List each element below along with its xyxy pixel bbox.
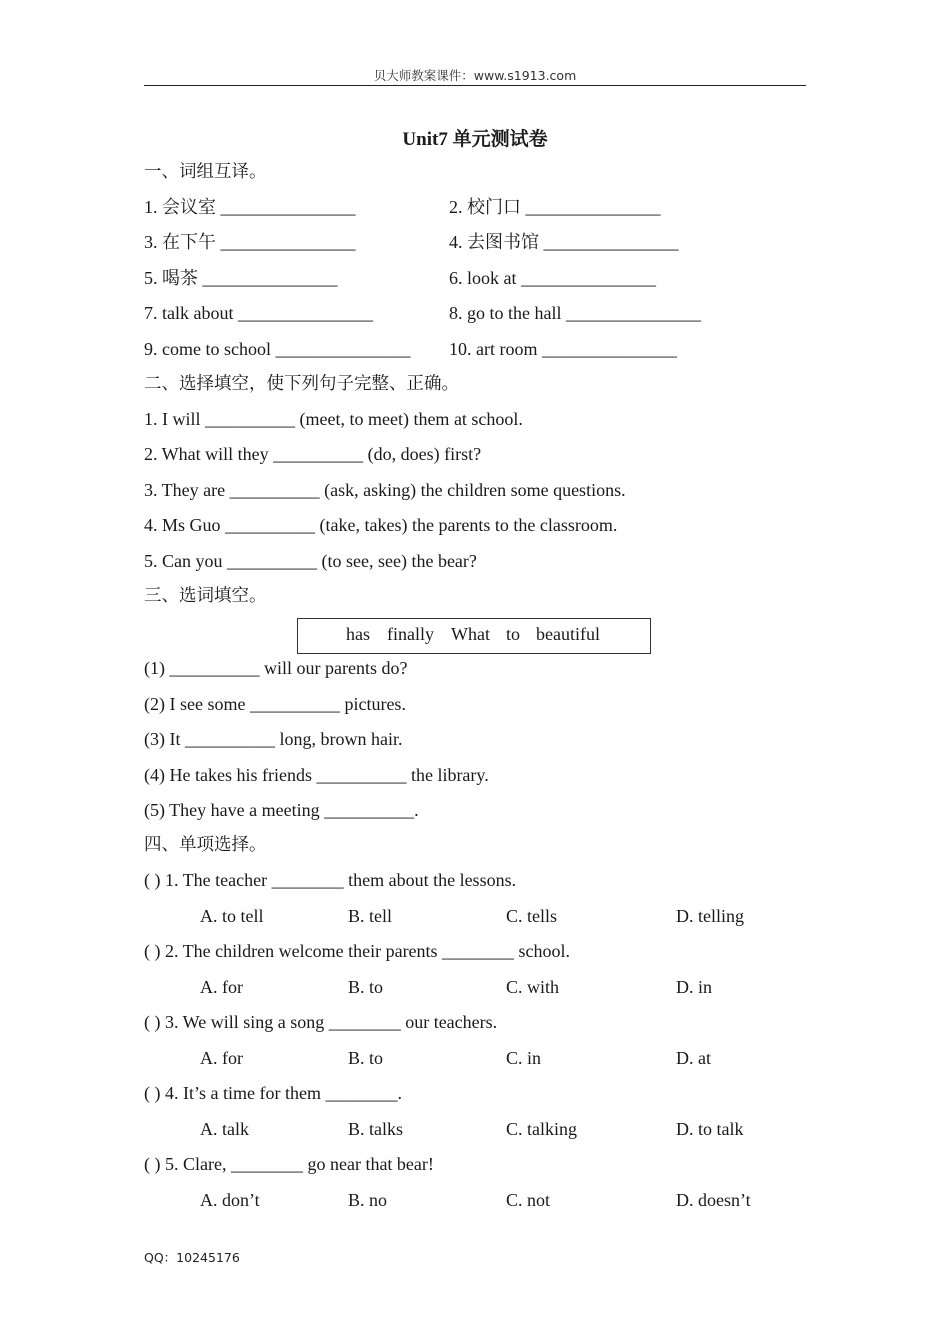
mc-option: C. not <box>506 1190 551 1210</box>
mc-option: C. with <box>506 977 560 997</box>
mc-option: C. talking <box>506 1119 577 1139</box>
section3-item-4: (4) He takes his friends __________ the library. <box>144 765 489 785</box>
section1-item-4: 4. 去图书馆 _______________ <box>449 232 679 252</box>
section2-item-3: 3. They are __________ (ask, asking) the children some questions. <box>144 480 626 500</box>
mc-question-3: ( ) 3. We will sing a song ________ our teachers. <box>144 1012 498 1032</box>
section1-item-10: 10. art room _______________ <box>449 339 677 359</box>
section3-item-5: (5) They have a meeting __________. <box>144 800 419 820</box>
word-bank-word: has <box>346 624 370 644</box>
section2-item-2: 2. What will they __________ (do, does) first? <box>144 444 482 464</box>
section3-heading: 三、选词填空。 <box>144 586 267 606</box>
mc-option: B. to <box>348 977 384 997</box>
word-bank-word: What <box>451 624 490 644</box>
mc-option: A. to tell <box>200 906 264 926</box>
page-title: Unit7 单元测试卷 <box>402 129 548 150</box>
mc-option: D. doesn’t <box>676 1190 751 1210</box>
word-bank-box <box>297 618 651 654</box>
header-divider <box>144 85 806 86</box>
section1-item-9: 9. come to school _______________ <box>144 339 411 359</box>
mc-option: D. to talk <box>676 1119 744 1139</box>
page-header: 贝大师教案课件：www.s1913.com <box>373 68 577 83</box>
mc-option: A. for <box>200 1048 243 1068</box>
mc-option: C. tells <box>506 906 558 926</box>
section3-item-3: (3) It __________ long, brown hair. <box>144 729 403 749</box>
mc-option: B. to <box>348 1048 384 1068</box>
section1-item-6: 6. look at _______________ <box>449 268 656 288</box>
mc-option: D. in <box>676 977 712 997</box>
mc-question-4: ( ) 4. It’s a time for them ________. <box>144 1083 402 1103</box>
section2-heading: 二、选择填空，使下列句子完整、正确。 <box>144 374 459 394</box>
section3-item-2: (2) I see some __________ pictures. <box>144 694 406 714</box>
mc-option: B. no <box>348 1190 388 1210</box>
section1-item-3: 3. 在下午 _______________ <box>144 232 356 252</box>
mc-option: B. talks <box>348 1119 404 1139</box>
section1-item-8: 8. go to the hall _______________ <box>449 303 701 323</box>
mc-option: D. at <box>676 1048 711 1068</box>
mc-option: B. tell <box>348 906 392 926</box>
section1-item-5: 5. 喝茶 _______________ <box>144 268 338 288</box>
section2-item-1: 1. I will __________ (meet, to meet) them at school. <box>144 409 523 429</box>
mc-option: D. telling <box>676 906 744 926</box>
mc-option: A. for <box>200 977 243 997</box>
section1-item-1: 1. 会议室 _______________ <box>144 197 356 217</box>
mc-question-2: ( ) 2. The children welcome their parents ________ school. <box>144 941 571 961</box>
word-bank-word: finally <box>387 624 434 644</box>
word-bank-word: to <box>506 624 521 644</box>
mc-question-5: ( ) 5. Clare, ________ go near that bear! <box>144 1154 434 1174</box>
section1-heading: 一、词组互译。 <box>144 162 267 182</box>
section1-item-2: 2. 校门口 _______________ <box>449 197 661 217</box>
section3-item-1: (1) __________ will our parents do? <box>144 658 408 678</box>
mc-option: C. in <box>506 1048 542 1068</box>
mc-option: A. talk <box>200 1119 249 1139</box>
mc-option: A. don’t <box>200 1190 260 1210</box>
section2-item-4: 4. Ms Guo __________ (take, takes) the parents to the classroom. <box>144 515 618 535</box>
section2-item-5: 5. Can you __________ (to see, see) the bear? <box>144 551 477 571</box>
word-bank-word: beautiful <box>536 624 600 644</box>
section1-item-7: 7. talk about _______________ <box>144 303 373 323</box>
page-footer: QQ：10245176 <box>144 1250 240 1265</box>
section4-heading: 四、单项选择。 <box>144 835 267 855</box>
mc-question-1: ( ) 1. The teacher ________ them about the lessons. <box>144 870 517 890</box>
